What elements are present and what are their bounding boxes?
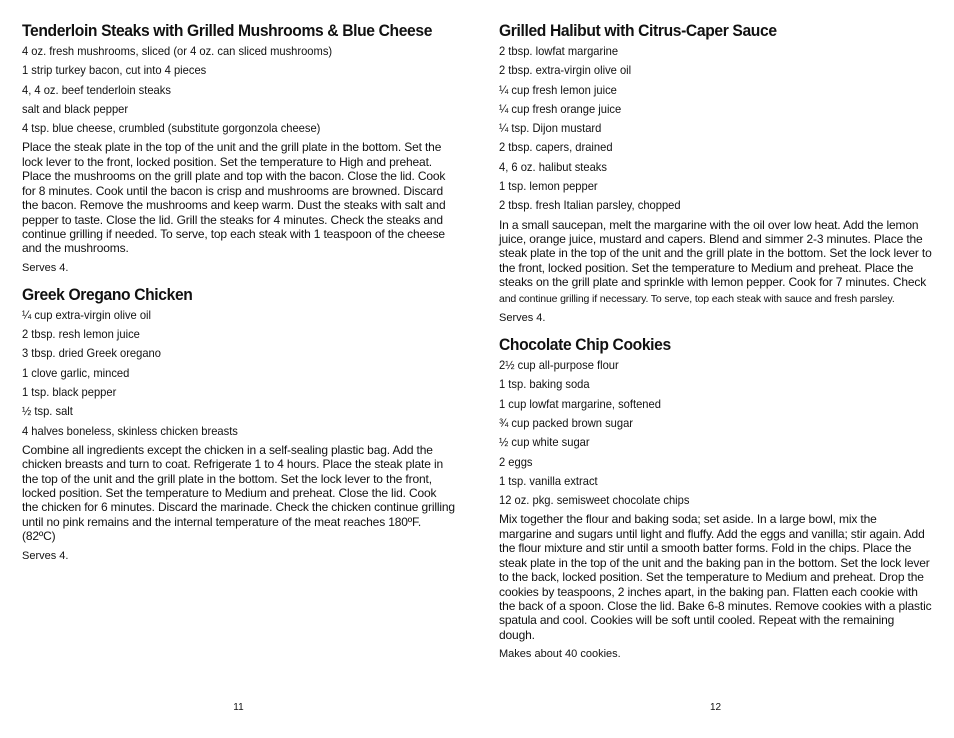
ingredient-item: ¼ cup fresh lemon juice xyxy=(499,82,617,97)
ingredient-item: 4, 6 oz. halibut steaks xyxy=(499,159,607,174)
instructions-tail: and continue grilling if necessary. To serve, top each steak with sauce and fresh parsley. xyxy=(499,292,895,305)
ingredient-item: 1 tsp. baking soda xyxy=(499,377,590,392)
ingredient-item: ¾ cup packed brown sugar xyxy=(499,416,634,430)
ingredient-item: 2 tbsp. capers, drained xyxy=(499,140,613,155)
ingredient-item: ½ tsp. salt xyxy=(22,404,73,419)
ingredient-item: ¼ cup fresh orange juice xyxy=(499,101,622,116)
recipe-instructions: Place the steak plate in the top of the unit and the grill plate in the bottom. Set the lock lever to the front, locked position. Set the temperature to High and preheat. Place the mushrooms on the grill plate and top with the bacon. Close the lid. Cook for 8 minutes. Cook until the bacon is crisp and mushrooms are browned. Discard the bacon. Remove the mushrooms and keep warm. Dust the steaks with salt and pepper to taste. Close the lid. Grill the steaks for 4 minutes. Check the steaks and continue grilling if needed. To serve, top each steak with 1 teaspoon of the cheese and the mushrooms. xyxy=(22,140,446,256)
ingredient-item: 1 tsp. lemon pepper xyxy=(499,179,598,194)
page-number: 12 xyxy=(709,702,722,713)
ingredient-item: ½ cup white sugar xyxy=(499,435,590,450)
ingredient-item: 3 tbsp. dried Greek oregano xyxy=(22,346,161,361)
ingredient-item: 1 tsp. vanilla extract xyxy=(499,473,598,488)
ingredient-item: 1 tsp. black pepper xyxy=(22,384,117,399)
recipe-instructions xyxy=(499,218,932,306)
recipe-yield: Serves 4. xyxy=(22,549,69,562)
recipe-greek-oregano-chicken xyxy=(22,284,455,563)
recipe-yield: Makes about 40 cookies. xyxy=(499,648,621,661)
instructions-main: In a small saucepan, melt the margarine with the oil over low heat. Add the lemon juice, orange juice, mustard and capers. Blend and simmer 2-3 minutes. Place the steak plate in the top of the unit and the grill plate in the bottom. Set the lock lever to the front, locked position. Set the temperature to Medium and preheat. Place the steaks on the grill plate and sprinkle with lemon pepper. Cook for 7 minutes. Check xyxy=(499,217,932,290)
ingredient-item: ¼ cup extra-virgin olive oil xyxy=(22,307,152,322)
ingredient-item: 2½ cup all-purpose flour xyxy=(499,358,619,373)
ingredient-item: 2 tbsp. lowfat margarine xyxy=(499,44,619,58)
ingredient-item: 1 strip turkey bacon, cut into 4 pieces xyxy=(22,63,207,78)
ingredient-item: 1 clove garlic, minced xyxy=(22,365,130,380)
recipe-yield: Serves 4. xyxy=(499,312,546,325)
recipe-title: Tenderloin Steaks with Grilled Mushrooms & Blue Cheese xyxy=(22,21,433,40)
recipe-instructions: Mix together the flour and baking soda; set aside. In a large bowl, mix the margarine and sugars until light and fluffy. Add the eggs and vanilla; stir again. Add the flour mixture and stir until a smooth batter forms. Fold in the chips. Place the steak plate in the top of the unit and the baking pan in the bottom. Set the lock lever to the back, locked position. Set the temperature to Medium and preheat. Drop the cookies by teaspoons, 2 inches apart, in the baking pan. Flatten each cookie with the back of a spoon. Close the lid. Bake 6-8 minutes. Remove cookies with a plastic spatula and cool. Cookies will be soft until cooled. Repeat with the remaining dough. xyxy=(499,512,932,642)
recipe-chocolate-chip-cookies xyxy=(499,334,932,661)
ingredient-item: 2 tbsp. extra-virgin olive oil xyxy=(499,63,632,78)
recipe-yield: Serves 4. xyxy=(22,261,69,274)
recipe-tenderloin-steaks xyxy=(22,20,455,275)
recipe-instructions: Combine all ingredients except the chicken in a self-sealing plastic bag. Add the chicken breasts and turn to coat. Refrigerate 1 to 4 hours. Place the steak plate in the top of the unit and the grill plate in the bottom. Set the lock lever to the front, locked position. Set the temperature to Medium and preheat. Close the lid. Cook the chicken for 6 minutes. Discard the marinade. Check the chicken continue grilling until no pink remains and the internal temperature of the meat reaches 180ºF. (82ºC) xyxy=(22,442,455,544)
ingredient-item: ¼ tsp. Dijon mustard xyxy=(499,121,602,136)
recipe-title: Grilled Halibut with Citrus-Caper Sauce xyxy=(499,21,777,40)
page-number: 11 xyxy=(233,702,244,713)
ingredient-item: 1 cup lowfat margarine, softened xyxy=(499,396,661,411)
ingredient-item: 4, 4 oz. beef tenderloin steaks xyxy=(22,82,171,97)
ingredient-item: 2 tbsp. resh lemon juice xyxy=(22,327,140,342)
right-page xyxy=(477,0,954,738)
recipe-grilled-halibut xyxy=(499,20,932,325)
ingredient-item: 4 tsp. blue cheese, crumbled (substitute gorgonzola cheese) xyxy=(22,121,321,136)
ingredient-item: 4 halves boneless, skinless chicken breasts xyxy=(22,423,238,438)
ingredient-item: 2 eggs xyxy=(499,454,533,469)
recipe-title: Chocolate Chip Cookies xyxy=(499,335,671,355)
ingredient-item: 12 oz. pkg. semisweet chocolate chips xyxy=(499,493,690,508)
ingredient-item: salt and black pepper xyxy=(22,101,129,116)
ingredient-item: 2 tbsp. fresh Italian parsley, chopped xyxy=(499,198,681,213)
recipe-title: Greek Oregano Chicken xyxy=(22,284,193,304)
ingredient-item: 4 oz. fresh mushrooms, sliced (or 4 oz. can sliced mushrooms) xyxy=(22,44,333,58)
